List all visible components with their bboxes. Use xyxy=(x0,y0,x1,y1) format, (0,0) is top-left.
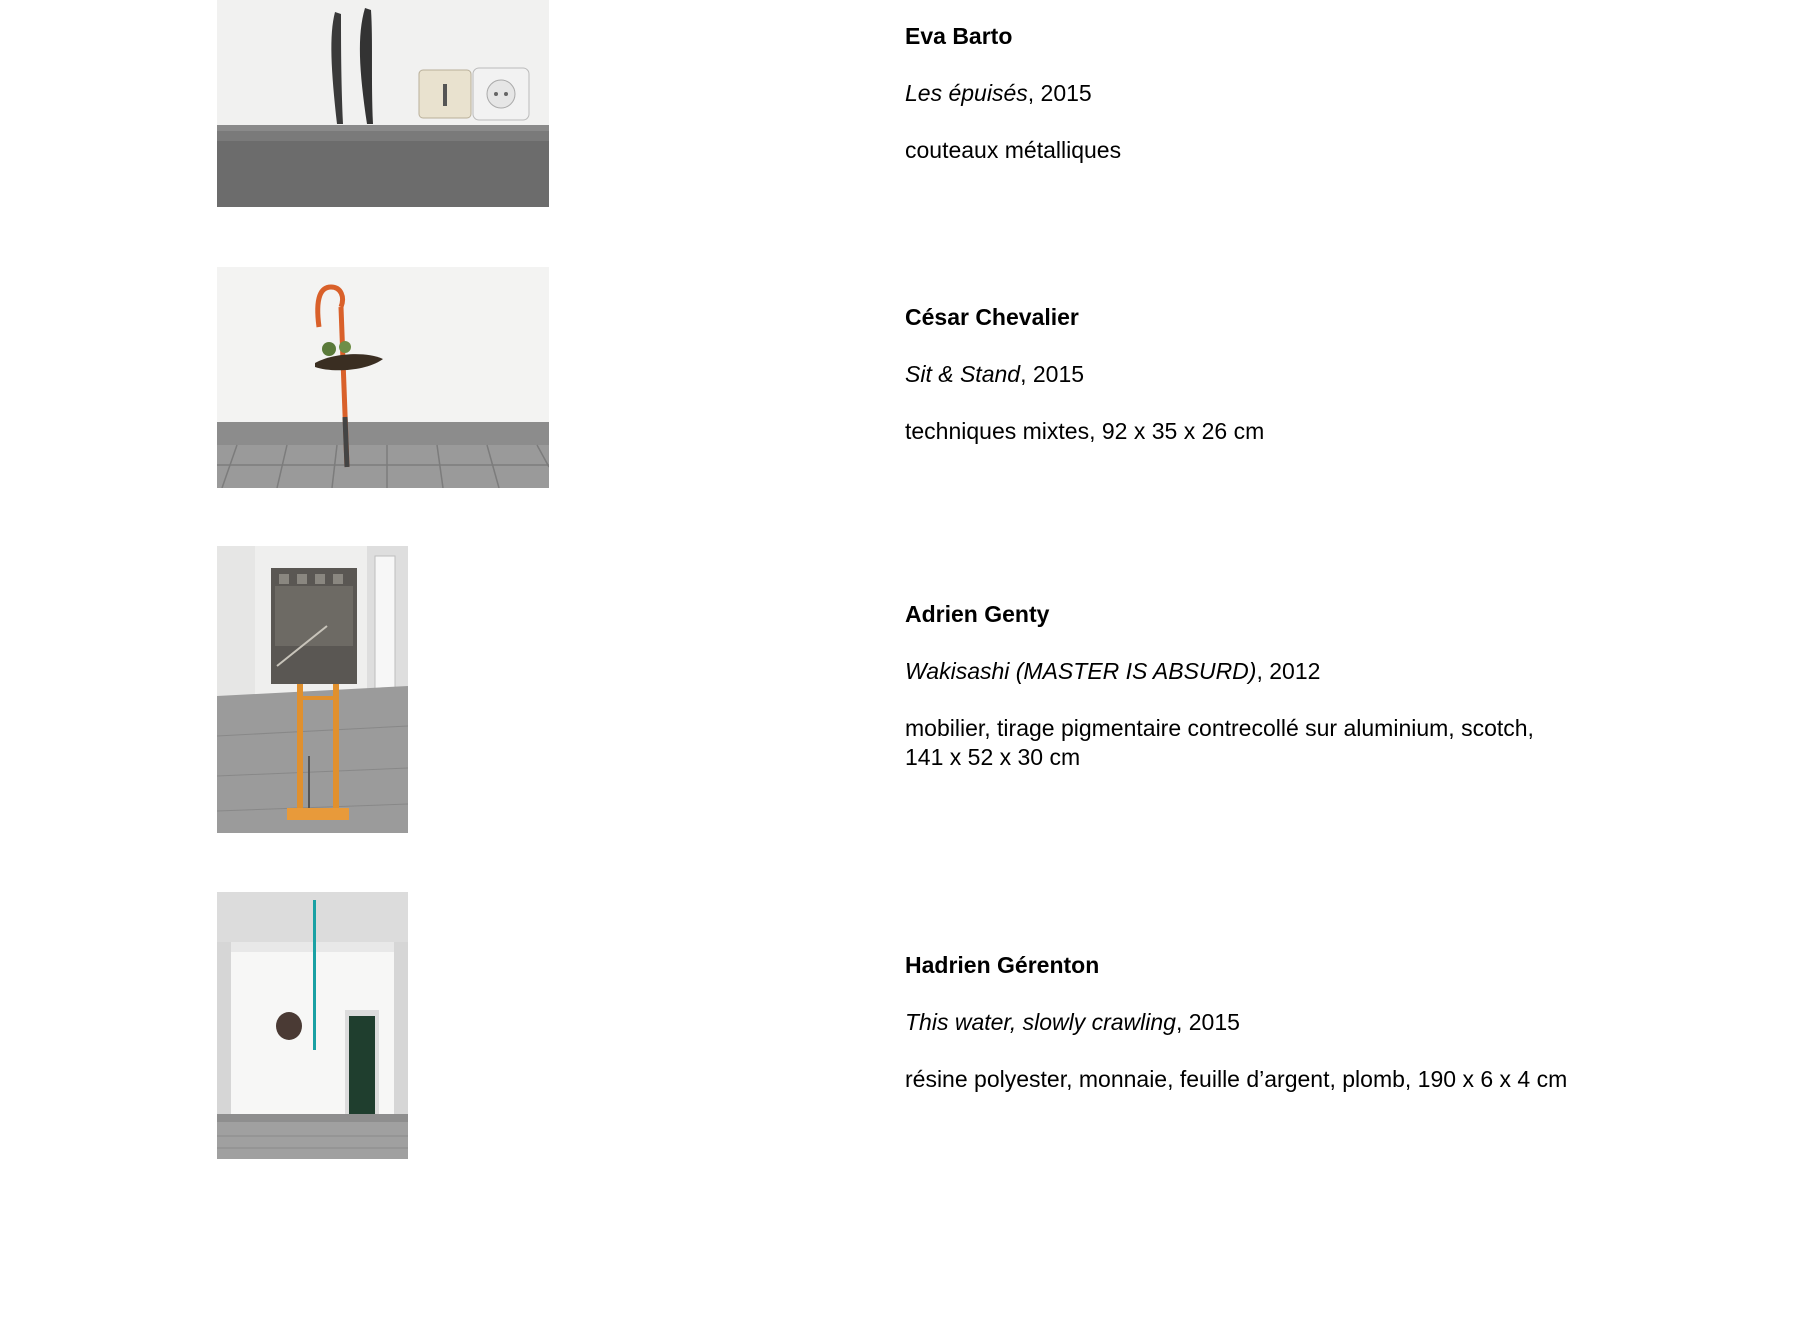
artwork-year: , 2015 xyxy=(1027,80,1092,106)
artist-name: César Chevalier xyxy=(905,304,1079,330)
artwork-medium-line-1: mobilier, tirage pigmentaire contrecollé sur aluminium, scotch, xyxy=(905,715,1534,741)
artwork-photo-image xyxy=(217,546,408,833)
artist-name: Eva Barto xyxy=(905,23,1013,49)
artwork-medium-line-2: 141 x 52 x 30 cm xyxy=(905,744,1081,770)
artwork-caption xyxy=(905,22,1665,165)
artwork-photo-image xyxy=(217,892,408,1159)
artwork-title-line xyxy=(905,657,1665,686)
artwork-medium: résine polyester, monnaie, feuille d’argent, plomb, 190 x 6 x 4 cm xyxy=(905,1066,1568,1092)
artwork-caption xyxy=(905,303,1665,446)
artwork-photo[interactable] xyxy=(217,267,549,488)
artist-name: Hadrien Gérenton xyxy=(905,952,1100,978)
artwork-title-line xyxy=(905,79,1665,108)
artwork-title: This water, slowly crawling xyxy=(905,1009,1176,1035)
artwork-photo-image xyxy=(217,267,549,488)
artwork-title: Sit & Stand xyxy=(905,361,1021,387)
artwork-photo[interactable] xyxy=(217,892,408,1159)
artwork-title-line xyxy=(905,360,1665,389)
artwork-year: , 2012 xyxy=(1256,658,1321,684)
artwork-photo[interactable] xyxy=(217,0,549,207)
artwork-medium: techniques mixtes, 92 x 35 x 26 cm xyxy=(905,418,1265,444)
artwork-title: Les épuisés xyxy=(905,80,1028,106)
artist-name: Adrien Genty xyxy=(905,601,1050,627)
artwork-year: , 2015 xyxy=(1175,1009,1240,1035)
artwork-title-line xyxy=(905,1008,1665,1037)
artwork-year: , 2015 xyxy=(1020,361,1085,387)
artwork-photo[interactable] xyxy=(217,546,408,833)
artwork-title: Wakisashi (MASTER IS ABSURD) xyxy=(905,658,1257,684)
artwork-photo-image xyxy=(217,0,549,207)
artwork-caption xyxy=(905,951,1665,1094)
artwork-medium xyxy=(905,714,1665,772)
artwork-medium: couteaux métalliques xyxy=(905,137,1122,163)
artwork-caption xyxy=(905,600,1665,772)
